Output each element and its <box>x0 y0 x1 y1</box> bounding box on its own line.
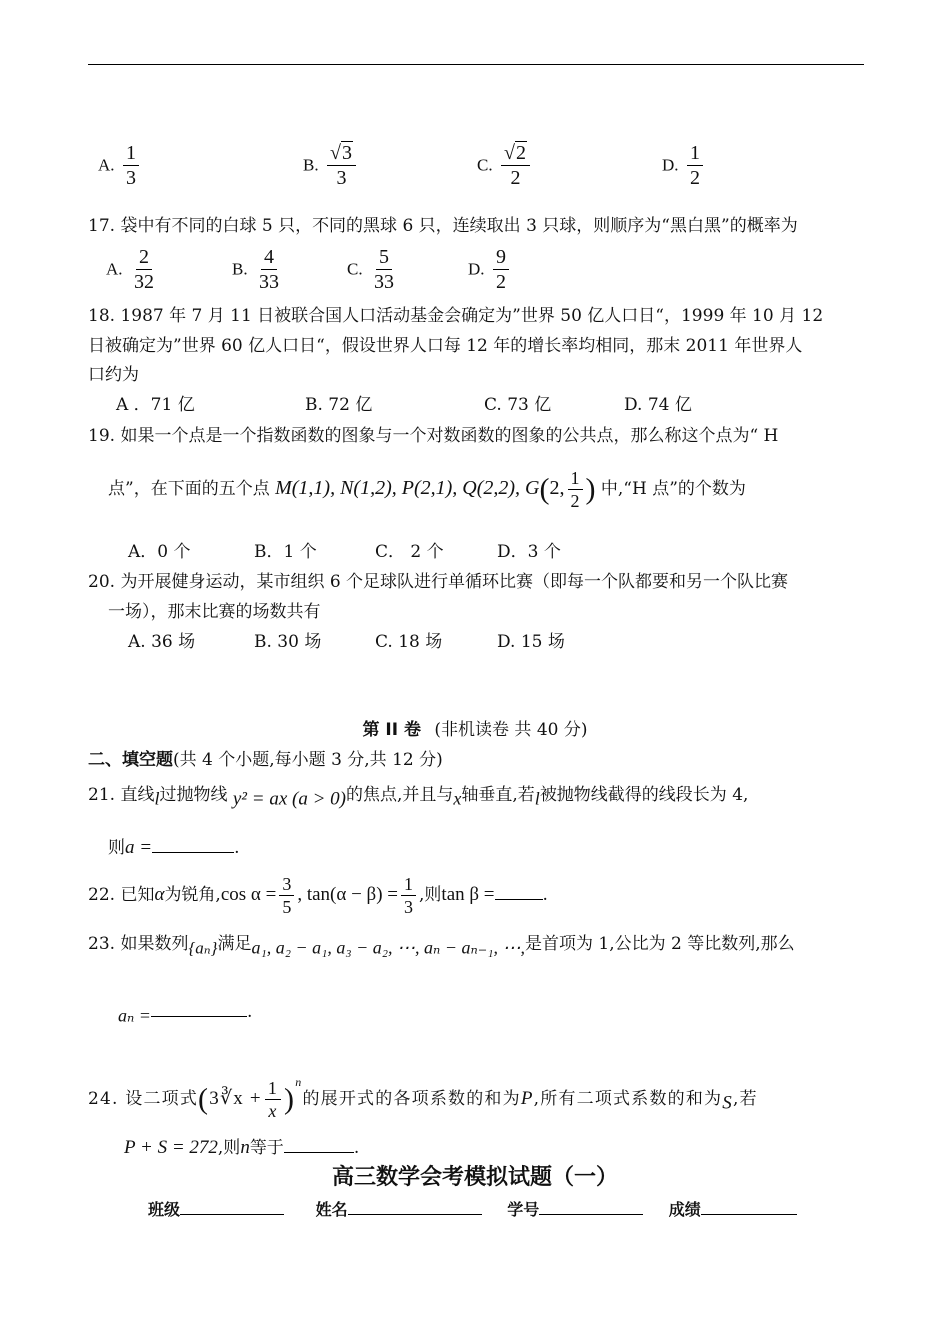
q21-question-line2: 则a = . <box>108 834 239 860</box>
q20-option-d: D. 15 场 <box>497 632 565 652</box>
q20-question-line1: 20. 为开展健身运动，某市组织 6 个足球队进行单循环比赛（即每一个队都要和另一个队比赛 <box>88 572 789 592</box>
q20-option-b: B. 30 场 <box>254 632 322 652</box>
student-id-field[interactable] <box>539 1196 643 1215</box>
q17-question: 17. 袋中有不同的白球 5 只，不同的黑球 6 只，连续取出 3 只球，则顺序为“黑白黑”的概率为 <box>88 216 798 236</box>
q23-answer-blank[interactable] <box>151 998 247 1017</box>
q18-question-line3: 口约为 <box>88 365 139 385</box>
q22-answer-blank[interactable] <box>495 881 543 900</box>
q21-answer-blank[interactable] <box>152 834 234 853</box>
q18-option-b: B. 72 亿 <box>305 395 373 415</box>
q20-option-a: A. 36 场 <box>128 632 196 652</box>
q17-option-c: C. $\frac{5}{33}$ <box>347 246 394 293</box>
q19-question-line2: 点”，在下面的五个点 M(1,1), N(1,2), P(2,1), Q(2,2), G(2, $\frac{1}{2}$ ) 中,“H 点”的个数为 <box>108 468 746 511</box>
q18-question-line2: 日被确定为”世界 60 亿人口日“，假设世界人口每 12 年的增长率均相同，那末 2011 年世界人 <box>88 336 803 356</box>
q21-question-line1: 21. 直线l过抛物线 y² = ax (a > 0)的焦点,并且与x轴垂直,若l被抛物线截得的线段长为 4, <box>88 785 749 810</box>
q19-option-b: B．1 个 <box>254 542 317 562</box>
q16-option-b: B. $\frac{√3}{3}$ <box>303 142 359 189</box>
student-info-line: 班级 姓名 学号 成绩 <box>148 1196 797 1220</box>
q18-option-d: D. 74 亿 <box>624 395 692 415</box>
q24-question-line2: P + S = 272,则n等于 . <box>124 1134 359 1160</box>
q19-question-line1: 19. 如果一个点是一个指数函数的图象与一个对数函数的图象的公共点，那么称这个点为“ H <box>88 426 779 446</box>
q19-option-a: A．0 个 <box>128 542 191 562</box>
q24-question-line1: 24. 设二项式(3∛x + $\frac{1}{x}$ )$^n$的展开式的各项系数的和为P,所有二项式系数的和为S,若 <box>88 1075 758 1121</box>
q24-answer-blank[interactable] <box>284 1134 354 1153</box>
exam-title: 高三数学会考模拟试题（一） <box>331 1165 618 1190</box>
q16-option-a: A. $\frac{1}{3}$ <box>98 142 142 189</box>
q18-option-a: A ．71 亿 <box>116 395 195 415</box>
q19-option-c: C． 2 个 <box>375 542 444 562</box>
q16-option-c: C. $\frac{√2}{2}$ <box>477 142 533 189</box>
name-field[interactable] <box>348 1196 482 1215</box>
q19-option-d: D．3 个 <box>497 542 561 562</box>
section-2-heading: 二、填空题(共 4 个小题,每小题 3 分,共 12 分) <box>88 750 443 770</box>
q20-option-c: C. 18 场 <box>375 632 443 652</box>
q17-option-b: B. $\frac{4}{33}$ <box>232 246 279 293</box>
score-field[interactable] <box>701 1196 797 1215</box>
section-2-title: 第 II 卷 (非机读卷 共 40 分) <box>362 720 588 740</box>
top-rule <box>88 64 864 65</box>
q18-question-line1: 18. 1987 年 7 月 11 日被联合国人口活动基金会确定为”世界 50 亿人口日“，1999 年 10 月 12 <box>88 306 824 326</box>
q23-question-line1: 23. 如果数列{aₙ}满足a₁, a₂ − a₁, a₃ − a₂, ⋯, aₙ − aₙ₋₁, ⋯,是首项为 1,公比为 2 等比数列,那么 <box>88 934 795 958</box>
q17-option-d: D. $\frac{9}{2}$ <box>468 246 512 293</box>
q22-question: 22. 已知α为锐角,cos α = $\frac{3}{5}$ , tan(α − β) = $\frac{1}{3}$ ,则tan β = . <box>88 874 548 917</box>
q16-option-d: D. $\frac{1}{2}$ <box>662 142 706 189</box>
q20-question-line2: 一场），那末比赛的场数共有 <box>108 602 321 622</box>
q17-option-a: A. $\frac{2}{32}$ <box>106 246 154 293</box>
q23-question-line2: aₙ = . <box>118 998 252 1027</box>
class-field[interactable] <box>180 1196 284 1215</box>
q18-option-c: C. 73 亿 <box>484 395 552 415</box>
